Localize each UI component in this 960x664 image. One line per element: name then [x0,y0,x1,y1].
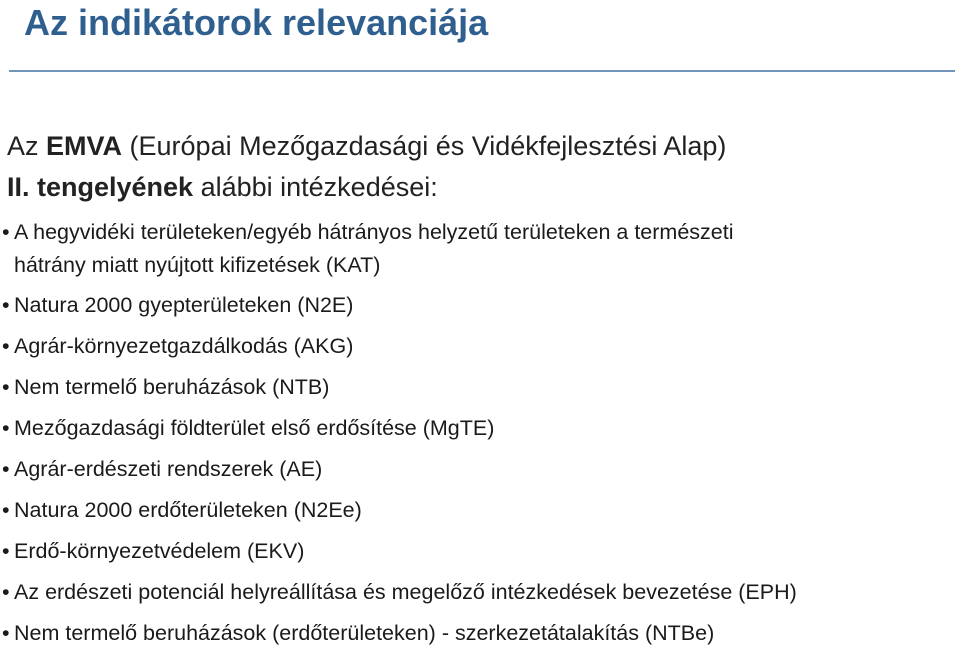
list-item-text: Natura 2000 gyepterületeken (N2E) [14,293,354,317]
list-item [0,216,797,282]
intro-line-2 [7,167,726,208]
list-item [0,371,797,404]
bullet-icon: • [2,457,10,481]
list-item-text: Nem termelő beruházások (NTB) [14,375,330,399]
intro-axis: II. tengelyének [7,172,194,202]
list-item-text: Mezőgazdasági földterület első erdősítése (MgTE) [14,416,495,440]
bullet-icon: • [2,580,10,604]
list-item [0,289,797,322]
list-item-line-2: hátrány miatt nyújtott kifizetések (KAT) [14,253,381,277]
list-item [0,494,797,527]
list-item-line-1: A hegyvidéki területeken/egyéb hátrányos helyzetű területeken a természeti [14,220,734,244]
list-item [0,576,797,609]
intro-fund-name: (Európai Mezőgazdasági és Vidékfejlesztési Alap) [122,131,727,161]
measure-list [0,216,797,658]
list-item [0,330,797,363]
list-item-text: Nem termelő beruházások (erdőterületeken) - szerkezetátalakítás (NTBe) [14,621,715,645]
list-item [0,453,797,486]
intro-prefix: Az [7,131,47,161]
bullet-icon: • [2,220,10,244]
bullet-icon: • [2,498,10,522]
bullet-icon: • [2,539,10,563]
list-item-text: Erdő-környezetvédelem (EKV) [14,539,305,563]
bullet-icon: • [2,416,10,440]
list-item-text: Agrár-erdészeti rendszerek (AE) [14,457,323,481]
list-item-text: Az erdészeti potenciál helyreállítása és megelőző intézkedések bevezetése (EPH) [14,580,797,604]
list-item [0,412,797,445]
title-divider [9,70,955,72]
list-item-text: Agrár-környezetgazdálkodás (AKG) [14,334,354,358]
list-item [0,535,797,568]
slide-title: Az indikátorok relevanciája [24,2,489,43]
bullet-icon: • [2,621,10,645]
bullet-icon: • [2,375,10,399]
intro-text [7,126,726,208]
list-item-text: Natura 2000 erdőterületeken (N2Ee) [14,498,362,522]
bullet-icon: • [2,293,10,317]
bullet-icon: • [2,334,10,358]
intro-emva: EMVA [46,131,123,161]
intro-line-1 [7,126,726,167]
intro-measures: alábbi intézkedései: [193,172,438,202]
list-item [0,617,797,650]
